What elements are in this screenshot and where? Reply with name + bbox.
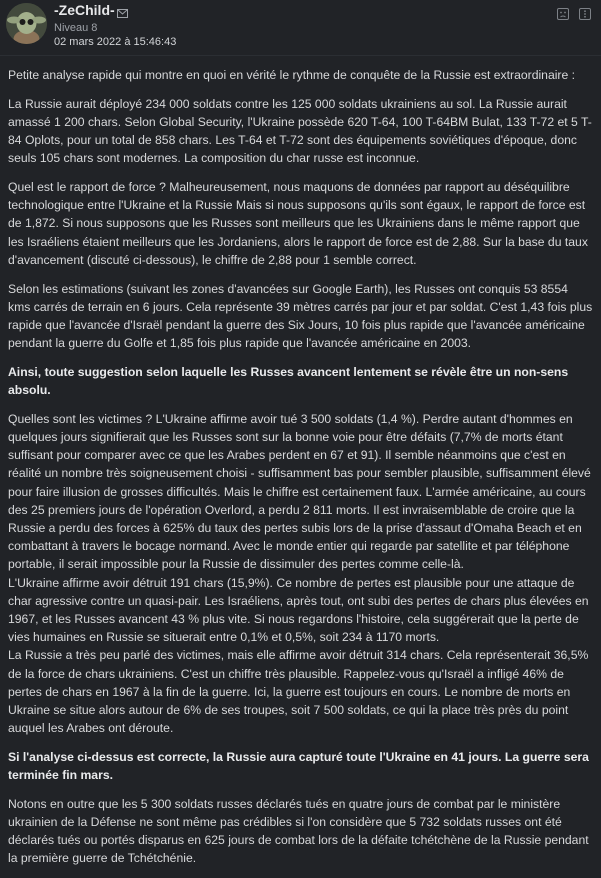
paragraph-advance: Selon les estimations (suivant les zones d'avancées sur Google Earth), les Russes ont conquis 53 8554 kms carrés de terrain en 6 jours. Cela représente 39 mètres carrés par jour et par soldat. C'est 1,43 fois plus rapide que l'avancée d'Israël pendant la guerre des Six Jours, 10 fois plus rapide que l'avancée américaine pendant la guerre du Golfe et 1,85 fois plus rapide que l'avancée américaine en 2003. [8,281,593,351]
paragraph-forces: La Russie aurait déployé 234 000 soldats contre les 125 000 soldats ukrainiens au sol. La Russie aurait amassé 1 200 chars. Selon Global Security, l'Ukraine possède 620 T-64, 100 T-64BM Bulat, 133 T-72 et 5 T-84 Oplots, pour un total de 858 chars. Les T-64 et T-72 sont des équipements soviétiques d'époque, donc seuls 105 chars sont modernes. La composition du char russe est inconnue. [8,96,592,166]
more-icon[interactable] [579,7,591,25]
paragraph-tanks-ukraine: L'Ukraine affirme avoir détruit 191 chars (15,9%). Ce nombre de pertes est plausible pour une attaque de char agressive contre un quasi-pair. Les Israéliens, après tout, ont subi des pertes de chars plus élevées en 1967, et les Russes avancent 43 % plus vite. Si nous regardons l'histoire, cela suggérerait que la perte de vies humaines en Russie se situerait entre 0,1% et 0,5%, soit 234 à 1170 morts. [8,575,589,645]
paragraph-casualties: Quelles sont les victimes ? L'Ukraine affirme avoir tué 3 500 soldats (1,4 %). Perdre autant d'hommes en quelques jours signifierait que les Russes sont sur la bonne voie pour être défaits (7,7% de morts étant suffisant pour comparer avec ce que les Arabes perdent en 67 et 91). Il semble néanmoins que c'est en réalité un nombre très soigneusement choisi - suffisamment bas pour sembler plausible, suffisamment élevé pour faire illusion de grosses difficultés. Mais le chiffre est certainement faux. L'armée américaine, au cours des 25 premiers jours de l'opération Overlord, a perdu 2 811 morts. Il est invraisemblable de croire que la Russie a perdu des forces à 625% du taux des pertes subis lors de la prise d'assaut d'Omaha Beach et en combattant à travers le bocage normand. Avec le monde entier qui regarde par satellite et par téléphone portable, il serait impossible pour la Russie de dissimuler des pertes comme celle-là. [8,411,591,572]
paragraph-chechnya: Notons en outre que les 5 300 soldats russes déclarés tués en quatre jours de combat par le ministère ukrainien de la Défense ne sont même pas crédibles si l'on considère que 5 732 soldats russes ont été déclarés tués ou portés disparus en 625 jours de combat lors de la défaite tchétchène de la Russie pendant la première guerre de Tchétchénie. [8,796,589,866]
paragraph-conclusion-capture: Si l'analyse ci-dessus est correcte, la Russie aura capturé toute l'Ukraine en 41 jours. La guerre sera terminée fin mars. [8,749,589,783]
paragraph-conclusion-advance: Ainsi, toute suggestion selon laquelle les Russes avancent lentement se révèle être un non-sens absolu. [8,364,569,398]
alert-icon[interactable] [557,7,569,25]
avatar[interactable] [6,3,47,44]
paragraph-tanks-russia: La Russie a très peu parlé des victimes, mais elle affirme avoir détruit 314 chars. Cela représenterait 36,5% de la force de chars ukrainiens. C'est un chiffre très plausible. Rappelez-vous qu'Israël a infligé 46% de pertes de chars en 1967 à la fin de la guerre. Ici, la guerre est toujours en cours. Le nombre de morts en Ukraine se situe alors autour de 6% de ses troupes, soit 7 500 soldats, ce qui la place très près du point auquel les Arabes ont déroute. [8,648,589,736]
post-body [8,66,593,878]
post-date[interactable]: 02 mars 2022 à 15:46:43 [54,36,177,48]
paragraph-force-ratio: Quel est le rapport de force ? Malheureusement, nous maquons de données par rapport au déséquilibre technologique entre l'Ukraine et la Russie Mais si nous supposons qu'ils sont égaux, le rapport de force est de 1,872. Si nous supposons que les Russes sont meilleurs que les Ukrainiens dans le même rapport que les Israéliens étaient meilleurs que les Jordaniens, alors le rapport de force est de 2,88. Sur la base du taux d'avancement (discuté ci-dessous), le chiffre de 2,88 pour 1 semble correct. [8,180,588,267]
paragraph-intro: Petite analyse rapide qui montre en quoi en vérité le rythme de conquête de la Russie est extraordinaire : [8,68,576,82]
mail-icon[interactable] [117,5,128,23]
author-name[interactable]: -ZeChild- [54,2,115,18]
author-level: Niveau 8 [54,22,98,34]
post-header [0,0,601,56]
header-divider [0,55,601,56]
